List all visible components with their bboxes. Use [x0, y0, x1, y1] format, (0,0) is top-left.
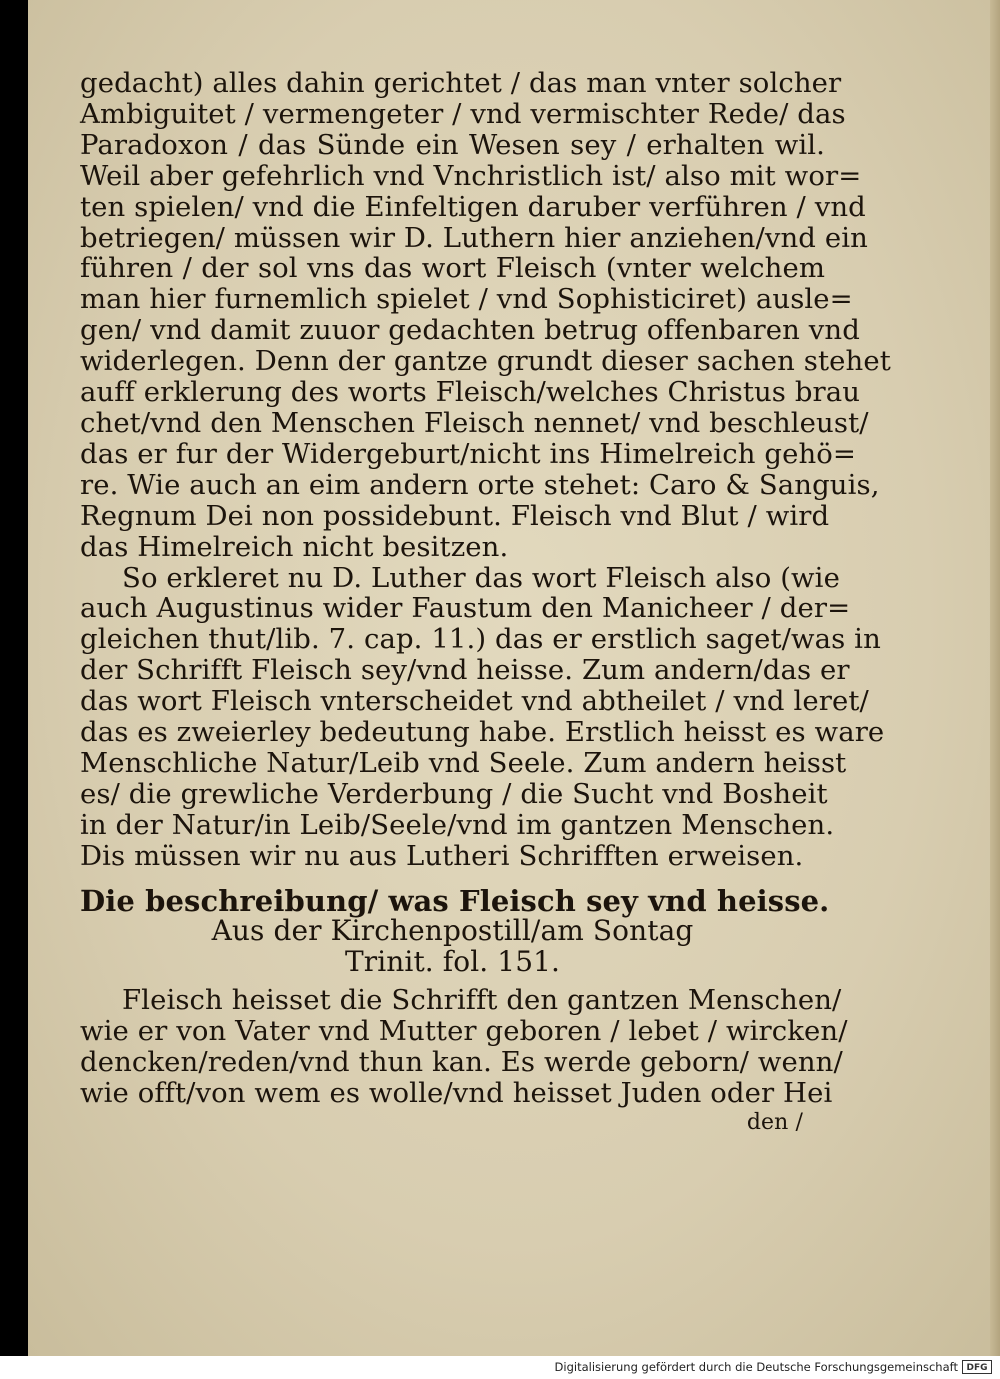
heading-line: Die beschreibung/ was Fleisch sey vnd heisse.	[80, 883, 830, 918]
heading-line: Trinit. fol. 151.	[344, 944, 561, 978]
paragraph-2	[80, 561, 885, 872]
text-line: gedacht) alles dahin gerichtet / das man vnter solcher	[80, 67, 842, 99]
text-line: re. Wie auch an eim andern orte stehet: Caro & Sanguis,	[80, 468, 880, 501]
paragraph-1	[80, 67, 891, 563]
text-line: führen / der sol vns das wort Fleisch (vnter welchem	[80, 252, 825, 285]
text-line: Menschliche Natur/Leib vnd Seele. Zum andern heisst	[80, 746, 847, 779]
section-heading	[80, 883, 830, 978]
paragraph-3	[80, 984, 848, 1110]
text-line: das er fur der Widergeburt/nicht ins Himelreich gehö=	[80, 437, 857, 470]
text-line: in der Natur/in Leib/Seele/vnd im gantzen Menschen.	[80, 808, 835, 841]
dfg-logo-icon: DFG	[962, 1360, 992, 1374]
text-line: auch Augustinus wider Faustum den Manicheer / der=	[80, 592, 851, 625]
catchword: den /	[746, 1109, 803, 1135]
text-line: wie er von Vater vnd Mutter geboren / lebet / wircken/	[80, 1015, 848, 1048]
text-line: es/ die grewliche Verderbung / die Sucht vnd Bosheit	[80, 777, 828, 810]
text-line: ten spielen/ vnd die Einfeltigen daruber verführen / vnd	[80, 190, 866, 223]
book-page	[28, 0, 1000, 1356]
text-line: man hier furnemlich spielet / vnd Sophisticiret) ausle=	[80, 283, 853, 316]
text-line: wie offt/von wem es wolle/vnd heisset Juden oder Hei	[80, 1077, 833, 1110]
text-line: Regnum Dei non possidebunt. Fleisch vnd Blut / wird	[80, 499, 830, 532]
text-line: Ambiguitet / vermengeter / vnd vermischter Rede/ das	[80, 97, 846, 130]
text-line: der Schrifft Fleisch sey/vnd heisse. Zum andern/das er	[80, 654, 850, 687]
funding-credit: Digitalisierung gefördert durch die Deutsche Forschungsgemeinschaft	[554, 1360, 958, 1374]
text-line: das wort Fleisch vnterscheidet vnd abtheilet / vnd leret/	[80, 685, 869, 718]
text-line: Dis müssen wir nu aus Lutheri Schrifften erweisen.	[80, 839, 804, 872]
page-text	[80, 67, 891, 1137]
text-line: gleichen thut/lib. 7. cap. 11.) das er erstlich saget/was in	[80, 623, 881, 656]
text-line: das Himelreich nicht besitzen.	[80, 530, 509, 563]
page-edge	[990, 0, 1000, 1356]
text-line: auff erklerung des worts Fleisch/welches Christus brau	[80, 376, 861, 409]
text-line: So erkleret nu D. Luther das wort Fleisch also (wie	[122, 561, 840, 594]
text-line: widerlegen. Denn der gantze grundt dieser sachen stehet	[80, 345, 891, 378]
text-line: dencken/reden/vnd thun kan. Es werde geborn/ wenn/	[80, 1046, 843, 1079]
text-line: chet/vnd den Menschen Fleisch nennet/ vnd beschleust/	[80, 406, 869, 439]
heading-line: Aus der Kirchenpostill/am Sontag	[211, 914, 694, 948]
text-line: Weil aber gefehrlich vnd Vnchristlich ist/ also mit wor=	[80, 159, 862, 192]
footer-bar	[0, 1356, 1000, 1379]
text-line: Fleisch heisset die Schrifft den gantzen Menschen/	[122, 984, 842, 1017]
text-line: Paradoxon / das Sünde ein Wesen sey / erhalten wil.	[80, 128, 825, 161]
text-line: betriegen/ müssen wir D. Luthern hier anziehen/vnd ein	[80, 221, 868, 254]
text-line: gen/ vnd damit zuuor gedachten betrug offenbaren vnd	[80, 314, 860, 347]
text-line: das es zweierley bedeutung habe. Erstlich heisst es ware	[80, 716, 885, 749]
